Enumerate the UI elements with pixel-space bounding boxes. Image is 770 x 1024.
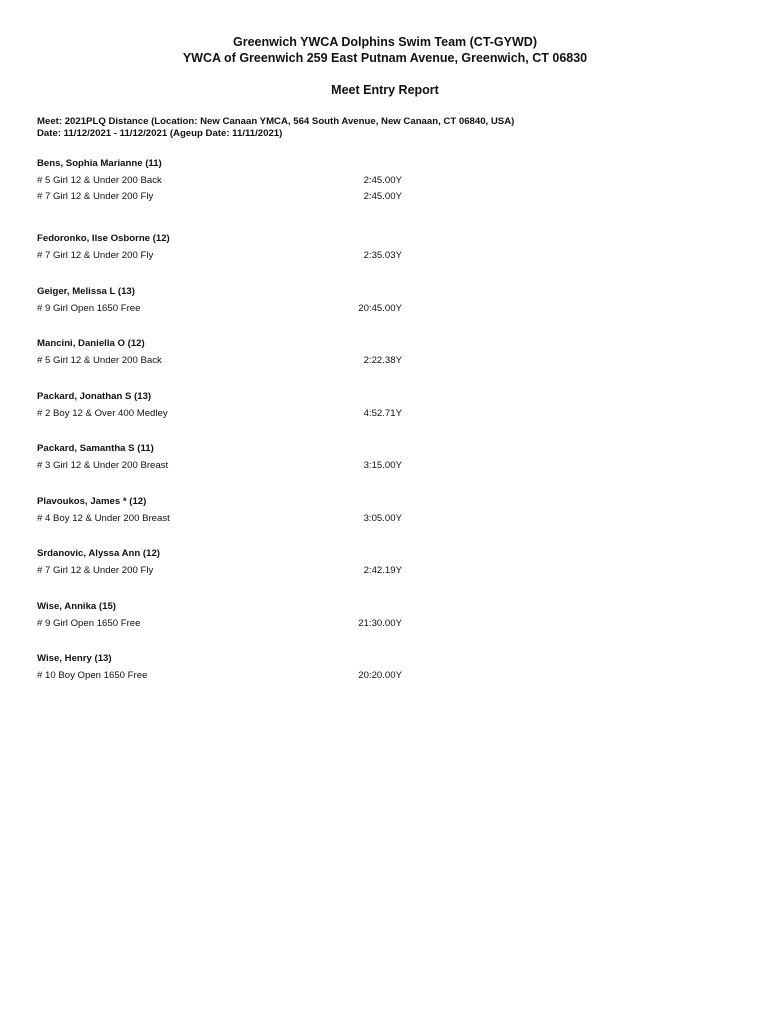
swimmer-name: Wise, Henry (13) bbox=[37, 653, 112, 664]
entry-seed-time: 20:20.00Y bbox=[358, 670, 402, 681]
entry-event: # 4 Boy 12 & Under 200 Breast bbox=[37, 512, 170, 524]
swimmer-block bbox=[37, 548, 437, 601]
entry-event: # 9 Girl Open 1650 Free bbox=[37, 302, 141, 314]
entry-row bbox=[37, 248, 437, 264]
swimmer-name: Plavoukos, James * (12) bbox=[37, 495, 147, 507]
entry-row bbox=[37, 616, 437, 632]
entry-event: # 10 Boy Open 1650 Free bbox=[37, 670, 148, 681]
entry-event: # 5 Girl 12 & Under 200 Back bbox=[37, 355, 162, 366]
entry-row bbox=[37, 511, 437, 527]
swimmer-block bbox=[37, 653, 437, 706]
entry-seed-time: 21:30.00Y bbox=[358, 617, 402, 629]
swimmer-name: Bens, Sophia Marianne (11) bbox=[37, 158, 162, 169]
entry-event: # 7 Girl 12 & Under 200 Fly bbox=[37, 190, 154, 202]
entry-seed-time: 3:05.00Y bbox=[363, 512, 402, 524]
swimmer-name: Packard, Jonathan S (13) bbox=[37, 390, 152, 402]
meet-date: Date: 11/12/2021 - 11/12/2021 (Ageup Date: 11/11/2021) bbox=[37, 128, 283, 139]
entry-row bbox=[37, 173, 437, 189]
entry-row bbox=[37, 301, 437, 317]
entry-event: # 5 Girl 12 & Under 200 Back bbox=[37, 175, 162, 186]
swimmer-name: Srdanovic, Alyssa Ann (12) bbox=[37, 548, 160, 559]
entry-event: # 7 Girl 12 & Under 200 Fly bbox=[37, 565, 154, 576]
swimmer-block bbox=[37, 601, 437, 654]
entry-row bbox=[37, 668, 437, 684]
entry-row bbox=[37, 563, 437, 579]
swimmer-name: Fedoronko, Ilse Osborne (12) bbox=[37, 233, 170, 244]
swimmer-block bbox=[37, 391, 437, 444]
entry-row bbox=[37, 406, 437, 422]
entry-row bbox=[37, 458, 437, 474]
entry-seed-time: 2:22.38Y bbox=[363, 355, 402, 366]
entry-event: # 7 Girl 12 & Under 200 Fly bbox=[37, 250, 154, 261]
swimmer-block bbox=[37, 496, 437, 549]
entry-seed-time: 2:45.00Y bbox=[363, 190, 402, 202]
entry-event: # 2 Boy 12 & Over 400 Medley bbox=[37, 407, 168, 419]
swimmer-list bbox=[37, 158, 437, 706]
entry-event: # 9 Girl Open 1650 Free bbox=[37, 617, 141, 629]
swimmer-block bbox=[37, 286, 437, 339]
entry-seed-time: 20:45.00Y bbox=[358, 302, 402, 314]
swimmer-block bbox=[37, 158, 437, 233]
entry-seed-time: 2:45.00Y bbox=[363, 175, 402, 186]
meet-location: Meet: 2021PLQ Distance (Location: New Canaan YMCA, 564 South Avenue, New Canaan, CT 06840, USA) bbox=[37, 116, 515, 127]
swimmer-block bbox=[37, 338, 437, 391]
entry-row bbox=[37, 353, 437, 369]
entry-seed-time: 2:42.19Y bbox=[363, 565, 402, 576]
swimmer-name: Wise, Annika (15) bbox=[37, 600, 116, 612]
entry-event: # 3 Girl 12 & Under 200 Breast bbox=[37, 460, 169, 471]
swimmer-name: Geiger, Melissa L (13) bbox=[37, 285, 135, 297]
swimmer-block bbox=[37, 233, 437, 286]
team-address: YWCA of Greenwich 259 East Putnam Avenue, Greenwich, CT 06830 bbox=[182, 51, 588, 65]
entry-seed-time: 3:15.00Y bbox=[363, 460, 402, 471]
swimmer-name: Mancini, Daniella O (12) bbox=[37, 338, 145, 349]
entry-seed-time: 4:52.71Y bbox=[363, 407, 402, 419]
entry-seed-time: 2:35.03Y bbox=[363, 250, 402, 261]
swimmer-name: Packard, Samantha S (11) bbox=[37, 443, 154, 454]
report-title: Meet Entry Report bbox=[331, 83, 439, 97]
entry-row bbox=[37, 189, 437, 205]
swimmer-block bbox=[37, 443, 437, 496]
team-name: Greenwich YWCA Dolphins Swim Team (CT-GYWD) bbox=[233, 35, 537, 49]
